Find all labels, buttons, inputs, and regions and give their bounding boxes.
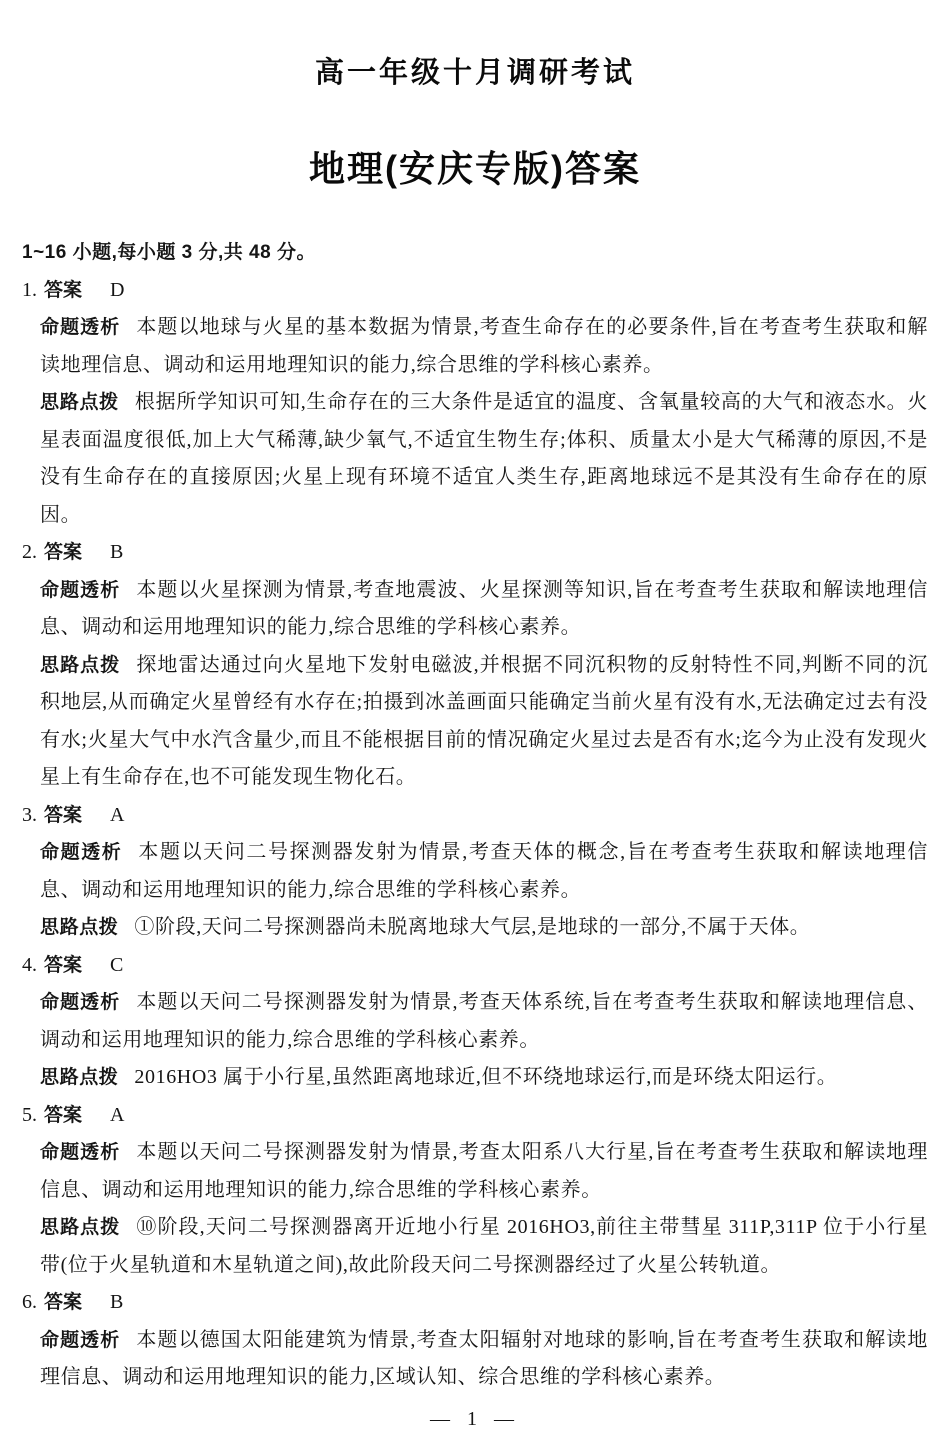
paragraph-text: 本题以天问二号探测器发射为情景,考查太阳系八大行星,旨在考查考生获取和解读地理信息、调动和运用地理知识的能力,综合思维的学科核心素养。 <box>40 1141 928 1201</box>
answer-label: 答案 <box>44 542 82 563</box>
tips-paragraph <box>40 647 928 797</box>
paragraph-label: 命题透析 <box>40 1330 120 1351</box>
question-number: 4. <box>22 954 37 976</box>
tips-paragraph <box>40 909 928 947</box>
analysis-paragraph <box>40 1322 928 1397</box>
paragraph-text: 本题以德国太阳能建筑为情景,考查太阳辐射对地球的影响,旨在考查考生获取和解读地理信息、调动和运用地理知识的能力,区域认知、综合思维的学科核心素养。 <box>40 1329 928 1389</box>
paragraph-text: 本题以火星探测为情景,考查地震波、火星探测等知识,旨在考查考生获取和解读地理信息、调动和运用地理知识的能力,综合思维的学科核心素养。 <box>40 579 928 639</box>
paragraph-text: 本题以天问二号探测器发射为情景,考查天体系统,旨在考查考生获取和解读地理信息、调动和运用地理知识的能力,综合思维的学科核心素养。 <box>40 991 928 1051</box>
tips-paragraph <box>40 1059 928 1097</box>
answer-item-2 <box>22 534 928 797</box>
analysis-paragraph <box>40 1134 928 1209</box>
paragraph-label: 命题透析 <box>40 580 120 601</box>
paragraph-label: 命题透析 <box>40 317 120 338</box>
answer-item-1 <box>22 272 928 535</box>
answer-label: 答案 <box>44 280 82 301</box>
paragraph-label: 命题透析 <box>40 842 122 863</box>
answer-line <box>22 1284 928 1322</box>
answer-letter: D <box>110 279 124 301</box>
answer-item-3 <box>22 797 928 947</box>
tips-paragraph <box>40 1209 928 1284</box>
answer-label: 答案 <box>44 1292 82 1313</box>
answer-letter: B <box>110 1291 123 1313</box>
question-number: 2. <box>22 541 37 563</box>
answer-line <box>22 947 928 985</box>
paragraph-text: 根据所学知识可知,生命存在的三大条件是适宜的温度、含氧量较高的大气和液态水。火星表面温度很低,加上大气稀薄,缺少氧气,不适宜生物生存;体积、质量太小是大气稀薄的原因,不是没有生命存在的直接原因;火星上现有环境不适宜人类生存,距离地球远不是其没有生命存在的原因。 <box>40 391 928 526</box>
question-number: 3. <box>22 804 37 826</box>
paragraph-label: 思路点拨 <box>40 1067 118 1088</box>
answer-item-5 <box>22 1097 928 1285</box>
answer-line <box>22 534 928 572</box>
analysis-paragraph <box>40 834 928 909</box>
answer-label: 答案 <box>44 1105 82 1126</box>
answer-item-6 <box>22 1284 928 1397</box>
paragraph-text: ①阶段,天问二号探测器尚未脱离地球大气层,是地球的一部分,不属于天体。 <box>134 916 810 938</box>
answer-line <box>22 272 928 310</box>
paragraph-text: 探地雷达通过向火星地下发射电磁波,并根据不同沉积物的反射特性不同,判断不同的沉积地层,从而确定火星曾经有水存在;拍摄到冰盖画面只能确定当前火星有没有水,无法确定过去有没有水;火星大气中水汽含量少,而且不能根据目前的情况确定火星过去是否有水;迄今为止没有发现火星上有生命存在,也不可能发现生物化石。 <box>40 654 928 789</box>
exam-info-line: 1~16 小题,每小题 3 分,共 48 分。 <box>22 234 928 272</box>
answer-letter: C <box>110 954 123 976</box>
question-number: 6. <box>22 1291 37 1313</box>
answer-letter: A <box>110 804 124 826</box>
paragraph-text: 2016HO3 属于小行星,虽然距离地球近,但不环绕地球运行,而是环绕太阳运行。 <box>134 1066 837 1088</box>
page-title: 高一年级十月调研考试 <box>22 50 928 91</box>
answer-label: 答案 <box>44 805 82 826</box>
page-number: — 1 — <box>22 1401 928 1438</box>
paragraph-text: ⑩阶段,天问二号探测器离开近地小行星 2016HO3,前往主带彗星 311P,311P 位于小行星带(位于火星轨道和木星轨道之间),故此阶段天问二号探测器经过了火星公转轨道。 <box>40 1216 928 1276</box>
answer-item-4 <box>22 947 928 1097</box>
paragraph-label: 命题透析 <box>40 992 120 1013</box>
analysis-paragraph <box>40 309 928 384</box>
analysis-paragraph <box>40 984 928 1059</box>
answer-letter: B <box>110 541 123 563</box>
paragraph-text: 本题以地球与火星的基本数据为情景,考查生命存在的必要条件,旨在考查考生获取和解读地理信息、调动和运用地理知识的能力,综合思维的学科核心素养。 <box>40 316 928 376</box>
answer-line <box>22 797 928 835</box>
analysis-paragraph <box>40 572 928 647</box>
paragraph-label: 思路点拨 <box>40 392 119 413</box>
question-number: 1. <box>22 279 37 301</box>
question-number: 5. <box>22 1104 37 1126</box>
paragraph-label: 思路点拨 <box>40 917 118 938</box>
answers-list <box>22 272 928 1397</box>
answer-line <box>22 1097 928 1135</box>
page-subtitle: 地理(安庆专版)答案 <box>22 141 928 192</box>
paragraph-label: 命题透析 <box>40 1142 120 1163</box>
answer-letter: A <box>110 1104 124 1126</box>
tips-paragraph <box>40 384 928 534</box>
paragraph-label: 思路点拨 <box>40 655 120 676</box>
answer-label: 答案 <box>44 955 82 976</box>
paragraph-text: 本题以天问二号探测器发射为情景,考查天体的概念,旨在考查考生获取和解读地理信息、调动和运用地理知识的能力,综合思维的学科核心素养。 <box>40 841 928 901</box>
paragraph-label: 思路点拨 <box>40 1217 120 1238</box>
